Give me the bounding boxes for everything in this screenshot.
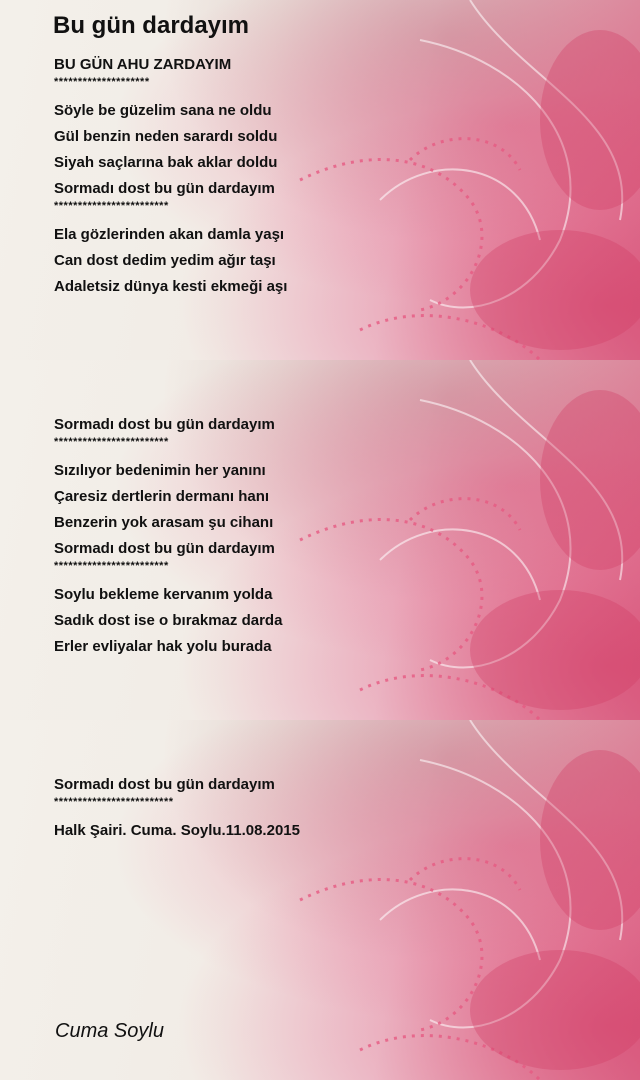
verse-line: Sızılıyor bedenimin her yanını — [54, 462, 266, 479]
poem-panel-3 — [0, 720, 640, 1080]
separator: ************************ — [54, 436, 169, 448]
verse-line: Çaresiz dertlerin dermanı hanı — [54, 488, 270, 505]
poem-panel-2 — [0, 360, 640, 720]
stanza-block-1 — [54, 52, 287, 300]
verse-line: Can dost dedim yedim ağır taşı — [54, 252, 276, 269]
verse-line: Erler evliyalar hak yolu burada — [54, 638, 272, 655]
poem-panel-1 — [0, 0, 640, 360]
verse-line: Siyah saçlarına bak aklar doldu — [54, 154, 278, 171]
subtitle: BU GÜN AHU ZARDAYIM — [54, 56, 232, 73]
verse-line: Söyle be güzelim sana ne oldu — [54, 102, 272, 119]
verse-line: Sormadı dost bu gün dardayım — [54, 416, 275, 433]
stanza-block-3 — [54, 772, 300, 844]
stanza-block-2 — [54, 412, 282, 660]
separator: ************************ — [54, 200, 169, 212]
verse-line: Benzerin yok arasam şu cihanı — [54, 514, 274, 531]
poem-title: Bu gün dardayım — [53, 12, 250, 39]
verse-line: Sormadı dost bu gün dardayım — [54, 776, 275, 793]
verse-line: Gül benzin neden sarardı soldu — [54, 128, 278, 145]
signature-line: Halk Şairi. Cuma. Soylu.11.08.2015 — [54, 822, 300, 839]
separator: ************************* — [54, 796, 174, 808]
verse-line: Adaletsiz dünya kesti ekmeği aşı — [54, 278, 288, 295]
verse-line: Sormadı dost bu gün dardayım — [54, 540, 275, 557]
separator: ******************** — [54, 76, 150, 88]
verse-line: Sormadı dost bu gün dardayım — [54, 180, 275, 197]
verse-line: Soylu bekleme kervanım yolda — [54, 586, 273, 603]
verse-line: Ela gözlerinden akan damla yaşı — [54, 226, 285, 243]
verse-line: Sadık dost ise o bırakmaz darda — [54, 612, 283, 629]
separator: ************************ — [54, 560, 169, 572]
author-name: Cuma Soylu — [55, 1020, 164, 1042]
